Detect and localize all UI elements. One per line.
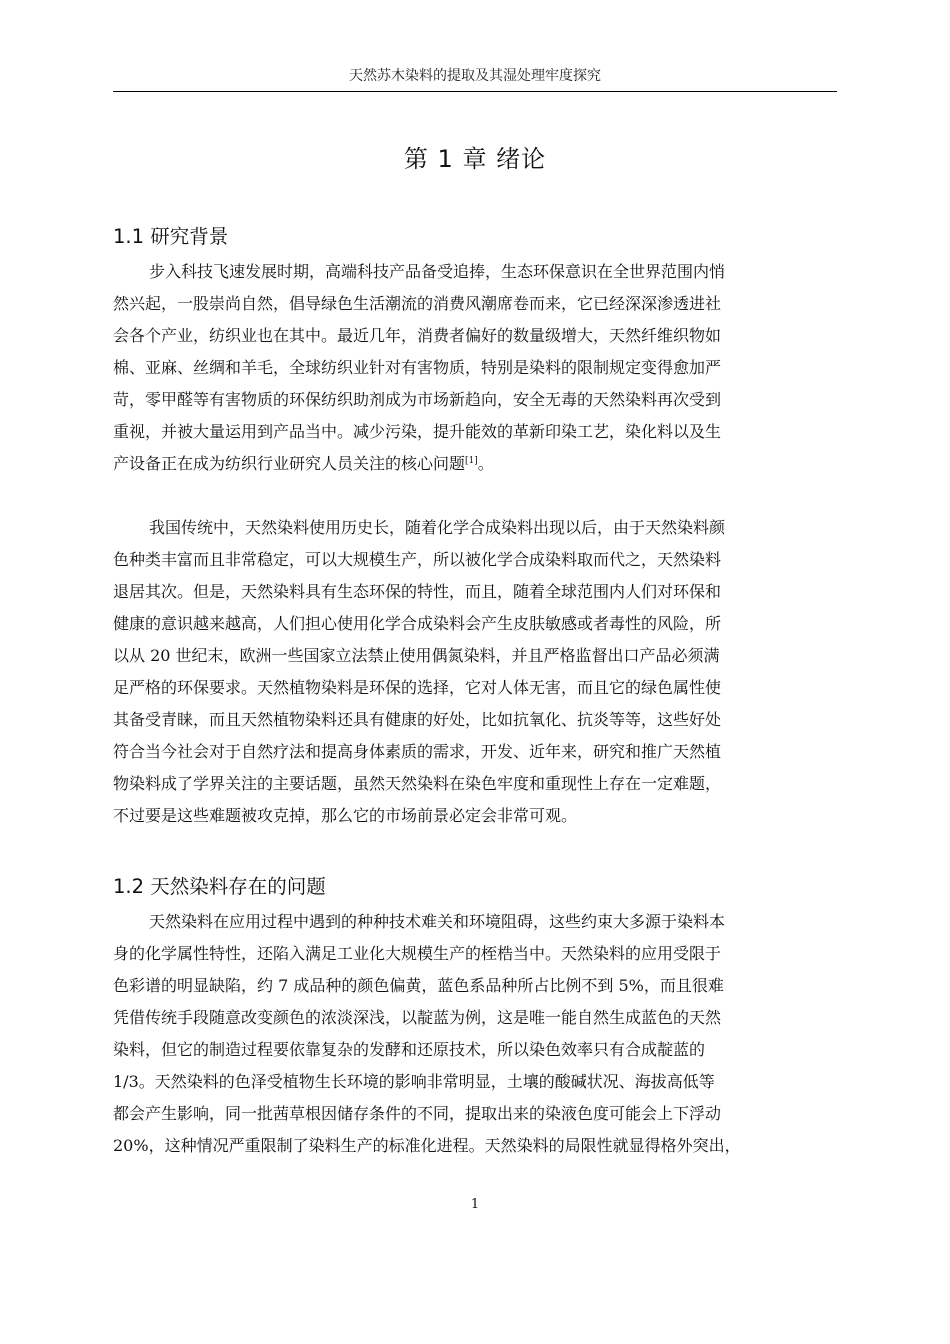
text-line: 苛，零甲醛等有害物质的环保纺织助剂成为市场新趋向，安全无毒的天然染料再次受到: [113, 390, 722, 409]
text-line: 天然染料在应用过程中遇到的种种技术难关和环境阻碍，这些约束大多源于染料本: [149, 912, 726, 931]
text-line: 其备受青睐，而且天然植物染料还具有健康的好处，比如抗氧化、抗炎等等，这些好处: [113, 710, 722, 729]
text-line: 重视，并被大量运用到产品当中。减少污染，提升能效的革新印染工艺，染化料以及生: [113, 422, 722, 441]
text-line: 棉、亚麻、丝绸和羊毛，全球纺织业针对有害物质，特别是染料的限制规定变得愈加严: [113, 358, 722, 377]
paragraph: [113, 512, 837, 832]
text-line: [113, 448, 837, 480]
page-number: 1: [470, 1197, 480, 1212]
text-line: 退居其次。但是，天然染料具有生态环保的特性，而且，随着全球范围内人们对环保和: [113, 582, 722, 601]
paragraph: [113, 256, 837, 480]
text-line: 凭借传统手段随意改变颜色的浓淡深浅，以靛蓝为例，这是唯一能自然生成蓝色的天然: [113, 1008, 722, 1027]
text-line: 然兴起，一股崇尚自然，倡导绿色生活潮流的消费风潮席卷而来，它已经深深渗透进社: [113, 294, 722, 313]
text-line: 色彩谱的明显缺陷，约 7 成品种的颜色偏黄，蓝色系品种所占比例不到 5%，而且很难: [113, 976, 724, 995]
text-line: 健康的意识越来越高，人们担心使用化学合成染料会产生皮肤敏感或者毒性的风险，所: [113, 614, 722, 633]
text-line: 身的化学属性特性，还陷入满足工业化大规模生产的桎梏当中。天然染料的应用受限于: [113, 944, 722, 963]
text-line: 以从 20 世纪末，欧洲一些国家立法禁止使用偶氮染料，并且严格监督出口产品必须满: [113, 646, 720, 665]
text-line: 会各个产业，纺织业也在其中。最近几年，消费者偏好的数量级增大，天然纤维织物如: [113, 326, 722, 345]
text-line: 符合当今社会对于自然疗法和提高身体素质的需求，开发、近年来，研究和推广天然植: [113, 742, 722, 761]
text-line: 不过要是这些难题被攻克掉，那么它的市场前景必定会非常可观。: [113, 806, 578, 825]
running-header: 天然苏木染料的提取及其湿处理牢度探究: [349, 68, 601, 84]
section-title-1-1: 1.1 研究背景: [113, 225, 229, 248]
paragraph: [113, 906, 837, 1162]
citation-ref: [1]: [465, 456, 478, 466]
header-rule: [113, 91, 837, 92]
text-line: 都会产生影响，同一批茜草根因储存条件的不同，提取出来的染液色度可能会上下浮动: [113, 1104, 722, 1123]
section-title-1-2: 1.2 天然染料存在的问题: [113, 875, 326, 898]
text-line: 我国传统中，天然染料使用历史长，随着化学合成染料出现以后，由于天然染料颜: [149, 518, 726, 537]
text-line: 色种类丰富而且非常稳定，可以大规模生产，所以被化学合成染料取而代之，天然染料: [113, 550, 722, 569]
text-line: 步入科技飞速发展时期，高端科技产品备受追捧，生态环保意识在全世界范围内悄: [149, 262, 726, 281]
text-line: 足严格的环保要求。天然植物染料是环保的选择，它对人体无害，而且它的绿色属性使: [113, 678, 722, 697]
text-line: 1/3。天然染料的色泽受植物生长环境的影响非常明显，土壤的酸碱状况、海拔高低等: [113, 1072, 715, 1091]
text-line: 染料，但它的制造过程要依靠复杂的发酵和还原技术，所以染色效率只有合成靛蓝的: [113, 1040, 706, 1059]
text-fragment: 。: [477, 454, 494, 473]
text-line: 20%，这种情况严重限制了染料生产的标准化进程。天然染料的局限性就显得格外突出，: [113, 1136, 741, 1155]
text-line: 物染料成了学界关注的主要话题，虽然天然染料在染色牢度和重现性上存在一定难题，: [113, 774, 722, 793]
text-fragment: 产设备正在成为纺织行业研究人员关注的核心问题: [113, 454, 466, 473]
chapter-title: 第 1 章 绪论: [403, 145, 547, 173]
